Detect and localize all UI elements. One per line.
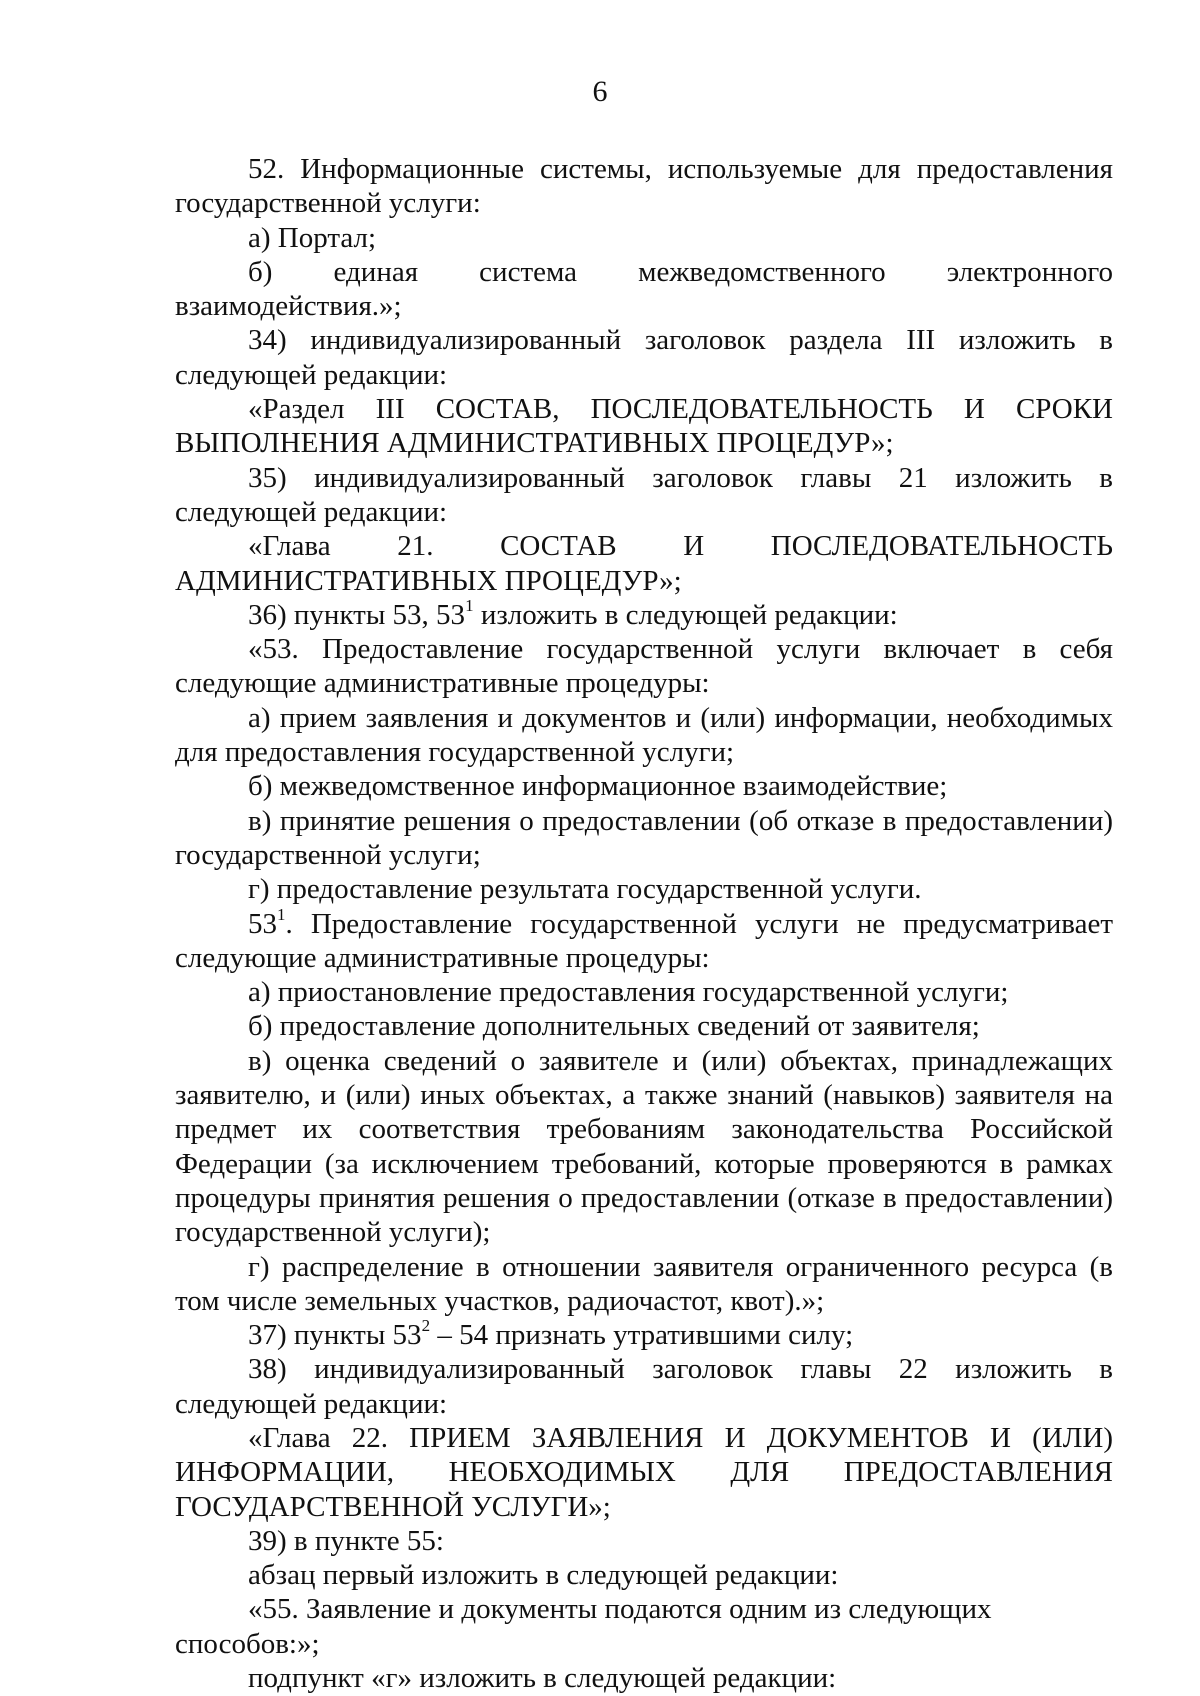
superscript: 2	[421, 1316, 431, 1336]
paragraph-section-3-heading: «Раздел III СОСТАВ, ПОСЛЕДОВАТЕЛЬНОСТЬ И СРОКИ ВЫПОЛНЕНИЯ АДМИНИСТРАТИВНЫХ ПРОЦЕДУР»;	[175, 393, 1113, 460]
paragraph-52-b: б) единая система межведомственного электронного взаимодействия.»;	[175, 255, 1113, 323]
paragraph-53-1-b: б) предоставление дополнительных сведений от заявителя;	[248, 1010, 980, 1043]
paragraph-53-b: б) межведомственное информационное взаимодействие;	[248, 770, 948, 803]
paragraph-53-1-text-tail: . Предоставление государственной услуги не предусматривает следующие административные процедуры:	[175, 907, 1113, 974]
paragraph-37-text-tail: – 54 признать утратившими силу;	[430, 1319, 854, 1352]
paragraph-53-1-a: а) приостановление предоставления государственной услуги;	[248, 976, 1009, 1009]
paragraph-36-text-tail: изложить в следующей редакции:	[473, 598, 898, 631]
paragraph-53: «53. Предоставление государственной услуги включает в себя следующие административные процедуры:	[175, 633, 1113, 700]
paragraph-chapter-22-heading: «Глава 22. ПРИЕМ ЗАЯВЛЕНИЯ И ДОКУМЕНТОВ И (ИЛИ) ИНФОРМАЦИИ, НЕОБХОДИМЫХ ДЛЯ ПРЕДОСТАВЛЕНИЯ ГОСУДАРСТВЕННОЙ УСЛУГИ»;	[175, 1421, 1113, 1523]
paragraph-38: 38) индивидуализированный заголовок главы 22 изложить в следующей редакции:	[175, 1353, 1113, 1420]
paragraph-39: 39) в пункте 55:	[248, 1524, 444, 1557]
paragraph-53-1-text: 53	[248, 907, 277, 940]
paragraph-53-v: в) принятие решения о предоставлении (об отказе в предоставлении) государственной услуги;	[175, 804, 1113, 871]
paragraph-39-first-abzac: абзац первый изложить в следующей редакции:	[248, 1559, 839, 1592]
paragraph-55: «55. Заявление и документы подаются одним из следующих способов:»;	[175, 1593, 992, 1660]
document-body	[175, 152, 1113, 1695]
paragraph-55-g: подпункт «г» изложить в следующей редакции:	[248, 1662, 837, 1695]
superscript: 1	[465, 595, 474, 615]
paragraph-37-text: 37) пункты 53	[248, 1319, 422, 1352]
paragraph-53-1-g: г) распределение в отношении заявителя ограниченного ресурса (в том числе земельных участков, радиочастот, квот).»;	[175, 1250, 1113, 1317]
paragraph-52-a: а) Портал;	[248, 221, 377, 254]
paragraph-chapter-21-heading: «Глава 21. СОСТАВ И ПОСЛЕДОВАТЕЛЬНОСТЬ АДМИНИСТРАТИВНЫХ ПРОЦЕДУР»;	[175, 530, 1113, 597]
paragraph-53-g: г) предоставление результата государственной услуги.	[248, 873, 922, 906]
paragraph-53-1	[175, 904, 1113, 976]
paragraph-37	[175, 1318, 1113, 1352]
page-number: 6	[592, 75, 608, 108]
superscript: 1	[277, 904, 286, 924]
paragraph-36	[175, 595, 1113, 632]
paragraph-52: 52. Информационные системы, используемые для предоставления государственной услуги:	[175, 153, 1113, 220]
paragraph-53-1-v: в) оценка сведений о заявителе и (или) объектах, принадлежащих заявителю, и (или) иных объектах, а также знаний (навыков) заявителя на предмет их соответствия требованиям законодательства Российской Федерации (за исключением требований, которые проверяются в рамках процедуры принятия решения о предоставлении (отказе в предоставлении) государственной услуги);	[175, 1044, 1113, 1249]
paragraph-35: 35) индивидуализированный заголовок главы 21 изложить в следующей редакции:	[175, 461, 1113, 528]
paragraph-36-text: 36) пункты 53, 53	[248, 598, 466, 631]
paragraph-53-a: а) прием заявления и документов и (или) информации, необходимых для предоставления государственной услуги;	[175, 701, 1113, 769]
paragraph-34: 34) индивидуализированный заголовок раздела III изложить в следующей редакции:	[175, 324, 1113, 391]
